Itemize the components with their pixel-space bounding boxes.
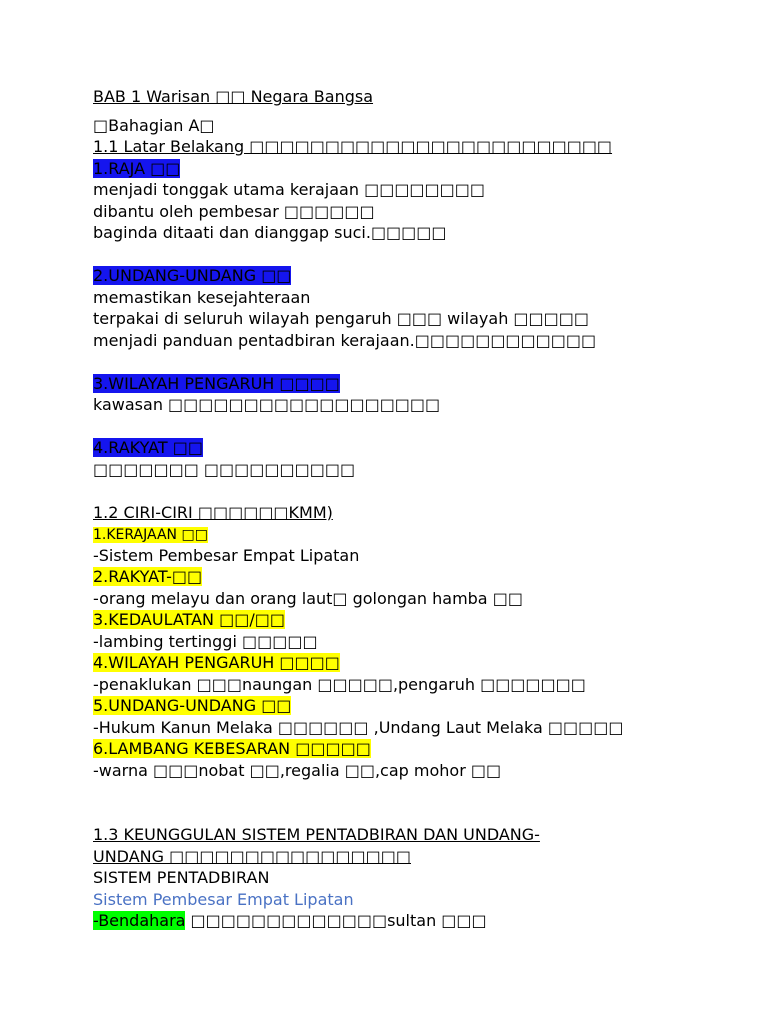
undang-line: terpakai di seluruh wilayah pengaruh □□□ wilayah □□□□□: [93, 309, 590, 328]
document-body: [93, 86, 733, 932]
wilayah-line: kawasan □□□□□□□□□□□□□□□□□□: [93, 395, 441, 414]
undang-line: menjadi panduan pentadbiran kerajaan.□□□□□□□□□□□□: [93, 330, 597, 350]
raja-heading: 1.RAJA □□: [93, 158, 181, 178]
raja-line: menjadi tonggak utama kerajaan □□□□□□□□: [93, 180, 486, 199]
ciri-item-detail: -lambing tertinggi □□□□□: [93, 631, 318, 651]
ciri-item-detail: -penaklukan □□□naungan □□□□□,pengaruh □□□□□□□: [93, 674, 586, 694]
ciri-item-label: 1.KERAJAAN □□: [93, 527, 208, 543]
section-1-3-heading: 1.3 KEUNGGULAN SISTEM PENTADBIRAN DAN UNDANG-: [93, 825, 540, 844]
rakyat-line: □□□□□□□ □□□□□□□□□□: [93, 459, 356, 479]
undang-heading: 2.UNDANG-UNDANG □□: [93, 266, 292, 285]
bendahara-detail: □□□□□□□□□□□□□sultan □□□: [185, 911, 487, 930]
raja-line: dibantu oleh pembesar □□□□□□: [93, 201, 375, 221]
rakyat-heading: 4.RAKYAT □□: [93, 438, 203, 457]
wilayah-heading: 3.WILAYAH PENGARUH □□□□: [93, 373, 340, 393]
ciri-item-label: 3.KEDAULATAN □□/□□: [93, 610, 285, 629]
ciri-item-detail: -Sistem Pembesar Empat Lipatan: [93, 545, 360, 565]
section-1-1-heading: 1.1 Latar Belakang □□□□□□□□□□□□□□□□□□□□□□□□: [93, 137, 613, 156]
ciri-item-detail: -Hukum Kanun Melaka □□□□□□ ,Undang Laut Melaka □□□□□: [93, 717, 624, 737]
ciri-item-label: 4.WILAYAH PENGARUH □□□□: [93, 653, 340, 672]
section-1-2-heading: 1.2 CIRI-CIRI □□□□□□KMM): [93, 502, 333, 522]
sistem-pentadbiran-heading: SISTEM PENTADBIRAN: [93, 868, 270, 887]
document-title: BAB 1 Warisan □□ Negara Bangsa: [93, 87, 374, 106]
ciri-item-detail: -orang melayu dan orang laut□ golongan hamba □□: [93, 588, 523, 608]
pembesar-empat-lipatan-line: Sistem Pembesar Empat Lipatan: [93, 889, 354, 909]
raja-line: baginda ditaati dan dianggap suci.□□□□□: [93, 223, 447, 242]
undang-line: memastikan kesejahteraan: [93, 287, 311, 307]
ciri-item-label: 5.UNDANG-UNDANG □□: [93, 696, 292, 715]
section-1-3-heading-cont: UNDANG □□□□□□□□□□□□□□□□: [93, 846, 411, 866]
ciri-item-label: 2.RAKYAT-□□: [93, 567, 203, 586]
bendahara-label: -Bendahara: [93, 911, 186, 930]
ciri-item-label: 6.LAMBANG KEBESARAN □□□□□: [93, 739, 371, 758]
ciri-item-detail: -warna □□□nobat □□,regalia □□,cap mohor □□: [93, 760, 502, 780]
section-label: □Bahagian A□: [93, 115, 215, 135]
